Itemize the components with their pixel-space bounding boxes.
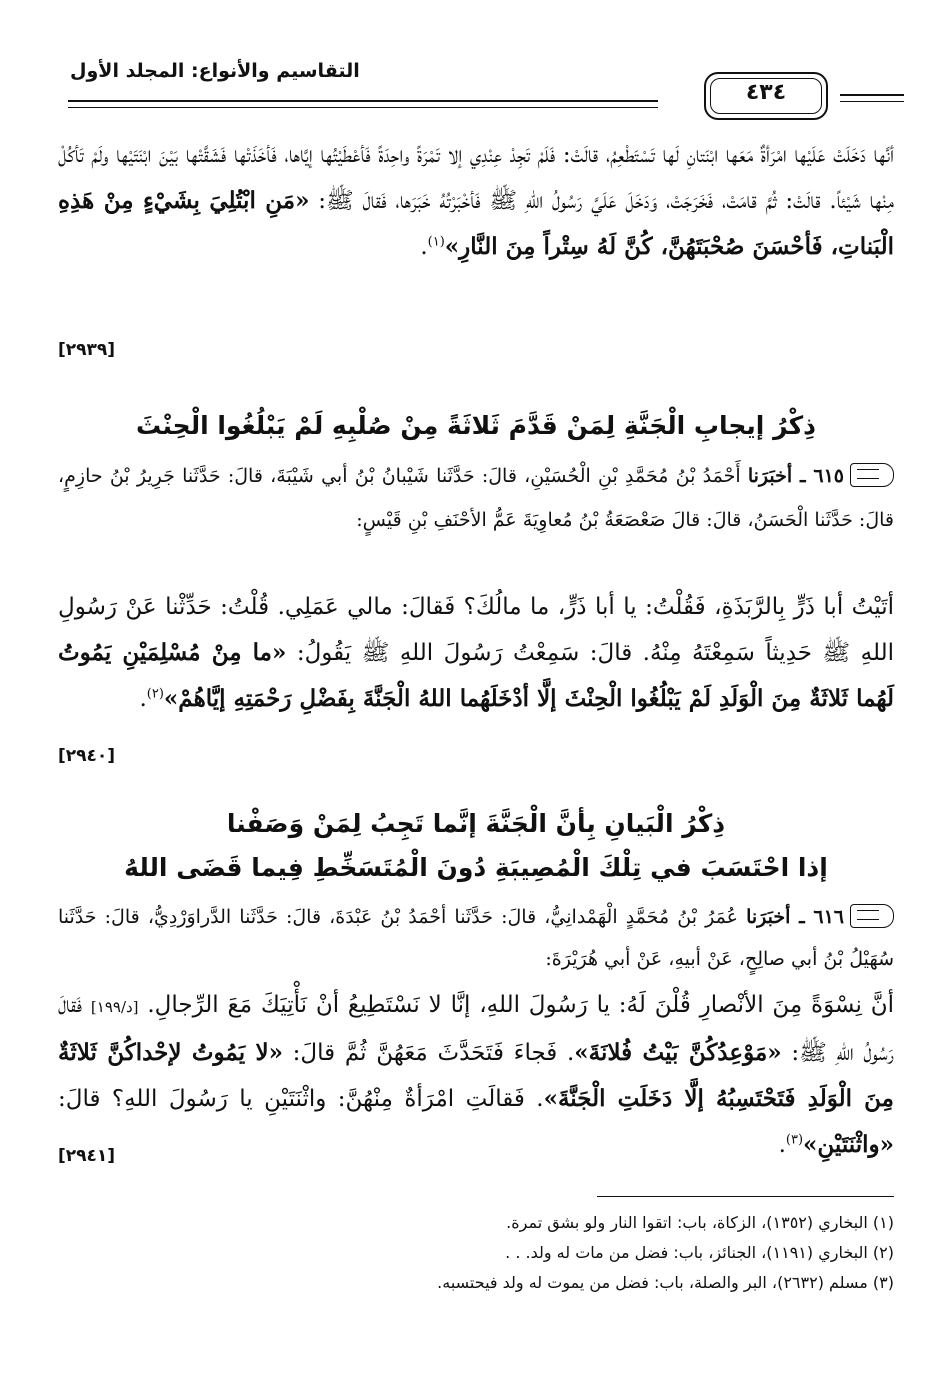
narration-text: . فَقالَتِ امْرَأةٌ مِنْهُنَّ: واثْنَتَيْنِ يا رَسُولَ اللهِ؟ قالَ: [58, 1086, 544, 1112]
footnotes [58, 1208, 894, 1298]
end-mark: . [420, 234, 428, 260]
hadith-number: [٢٩٣٩] [58, 340, 116, 360]
prophet-words: «لا يَمُوتُ لإحْداكُنَّ ثَلاثَةٌ مِنَ الْوَلَدِ فَتَحْتَسِبُهُ إلَّا دَخَلَتِ الْجَنَّةَ» [58, 1039, 894, 1112]
chapter-title: ذِكْرُ إيجابِ الْجَنَّةِ لِمَنْ قَدَّمَ ثَلاثَةً مِنْ صُلْبِهِ لَمْ يَبْلُغُوا الْحِنْثَ [136, 411, 816, 440]
prophet-words: «مَوْعِدُكُنَّ بَيْتُ فُلانَةَ» [574, 1039, 782, 1066]
narration-text: أنَّ نِسْوَةً مِنَ الأنْصارِ قُلْنَ لَهُ: يا رَسُولَ اللهِ، إنَّا لا نَسْتَطِيعُ أنْ نَأْتِيَكَ مَعَ الرِّجالِ. [138, 992, 895, 1018]
footnote-item: (٣) مسلم (٢٦٣٢)، البر والصلة، باب: فضل من يموت له ولد فيحتسبه. [437, 1273, 894, 1292]
hadith-marker-icon [850, 904, 894, 928]
header-rule-right [840, 94, 904, 102]
hadith-615-text [58, 584, 894, 722]
page-number: ٤٣٤ [745, 80, 787, 105]
chapter-title-line-1: ذِكْرُ الْبَيانِ بِأنَّ الْجَنَّةَ إنَّما تَجِبُ لِمَنْ وَصَفْنا [226, 809, 726, 838]
footnote-ref: (٢) [146, 686, 164, 702]
narration-text: أتَيْتُ أبا ذَرٍّ بِالرَّبَذَةِ، فَقُلْتُ: يا أبا ذَرٍّ، ما مالُكَ؟ فَقالَ: مالي عَمَلِي. قُلْتُ: حَدِّثْنا عَنْ رَسُولِ اللهِ ﷺ حَدِيثاً سَمِعْتَهُ مِنْهُ. قالَ: سَمِعْتُ رَسُولَ اللهِ ﷺ يَقُولُ: [58, 594, 895, 666]
footnote-ref: (٣) [785, 1132, 804, 1148]
isnad-text: أَحْمَدُ بْنُ مُحَمَّدِ بْنِ الْحُسَيْنِ، قالَ: حَدَّثَنا شَيْبانُ بْنُ أبي شَيْبَةَ، قالَ: حَدَّثَنا جَرِيرُ بْنُ حازِمٍ، قالَ: حَدَّثَنا الْحَسَنُ، قالَ: قالَ صَعْصَعَةُ بْنُ مُعاوِيَةَ عَمُّ الأحْنَفِ بْنِ قَيْسٍ: [58, 465, 894, 531]
narration-text: أنَّها دَخَلَتْ عَلَيْها امْرَأةٌ مَعَها ابْنَتانِ لَها تَسْتَطْعِمُ، قالَتْ: فَلَمْ تَجِدْ عِنْدِي إلا تَمْرَةً واحِدَةً فَأعْطَيْتُها إيَّاها، فَأخَذَتْها فَشَقَّتْها بَيْنَ ابْنَتَيْها ولَمْ تَأكُلْ مِنْها شَيْئاً. قالَتْ: ثُمَّ قامَتْ، فَخَرَجَتْ، وَدَخَلَ عَلَيَّ رَسُولُ اللهِ ﷺ فَأخْبَرْتُهُ خَبَرَها، فَقالَ ﷺ: [58, 142, 895, 214]
prophet-words: «مَنِ ابْتُلِيَ بِشَيْءٍ مِنْ هَذِهِ الْبَناتِ، فَأحْسَنَ صُحْبَتَهُنَّ، كُنَّ لَهُ سِتْراً مِنَ النَّارِ» [58, 187, 894, 260]
footnote-item: (١) البخاري (١٣٥٢)، الزكاة، باب: اتقوا النار ولو بشق تمرة. [506, 1213, 894, 1232]
prophet-words: «واثْنَتَيْنِ» [803, 1131, 894, 1158]
header-title: التقاسيم والأنواع: المجلد الأول [70, 60, 360, 82]
hadith-616-text [58, 982, 894, 1168]
hadith-head: ٦١٦ ـ أخبَرَنا [746, 906, 844, 928]
hadith-number: [٢٩٤١] [58, 1146, 116, 1166]
hadith-head: ٦١٥ ـ أخبَرَنا [747, 465, 844, 487]
chapter-title-line-2: إذا احْتَسَبَ في تِلْكَ الْمُصِيبَةِ دُونَ الْمُتَسَخِّطِ فِيما قَضَى اللهُ [124, 853, 828, 882]
hadith-number: [٢٩٤٠] [58, 746, 116, 766]
footnote-ref: (١) [427, 234, 445, 250]
end-mark: . [778, 1132, 786, 1158]
isnad-text: عُمَرُ بْنُ مُحَمَّدٍ الْهَمْدانِيُّ، قالَ: حَدَّثَنا أحْمَدُ بْنُ عَبْدَةَ، قالَ: حَدَّثَنا الدَّراوَرْدِيُّ، قالَ: حَدَّثَنا سُهَيْلُ بْنُ أبي صالِحٍ، عَنْ أبيهِ، عَنْ أبي هُرَيْرَةَ: [58, 906, 894, 970]
narration-text: . فَجاءَ فَتَحَدَّثَ مَعَهُنَّ ثُمَّ قالَ: [283, 1040, 575, 1066]
footnote-item: (٢) البخاري (١١٩١)، الجنائز، باب: فضل من مات له ولد. . . [505, 1243, 894, 1262]
footnote-separator [597, 1196, 894, 1197]
page-marker: [د/١٩٩] [90, 998, 139, 1016]
running-header [40, 52, 908, 118]
page-number-frame [704, 72, 828, 120]
prophet-words: «ما مِنْ مُسْلِمَيْنِ يَمُوتُ لَهُما ثَلاثَةٌ مِنَ الْوَلَدِ لَمْ يَبْلُغُوا الْحِنْثَ إلَّا أدْخَلَهُما اللهُ الْجَنَّةَ بِفَضْلِ رَحْمَتِهِ إيَّاهُمْ» [58, 639, 894, 712]
end-mark: . [139, 686, 147, 712]
hadith-615-isnad [58, 454, 894, 542]
header-rule [68, 100, 658, 108]
hadith-marker-icon [850, 463, 894, 487]
hadith-616-isnad [58, 896, 894, 980]
paragraph-continuation [58, 132, 894, 270]
narration-text: فَقالَ رَسُولُ اللهِ ﷺ: [58, 992, 894, 1066]
